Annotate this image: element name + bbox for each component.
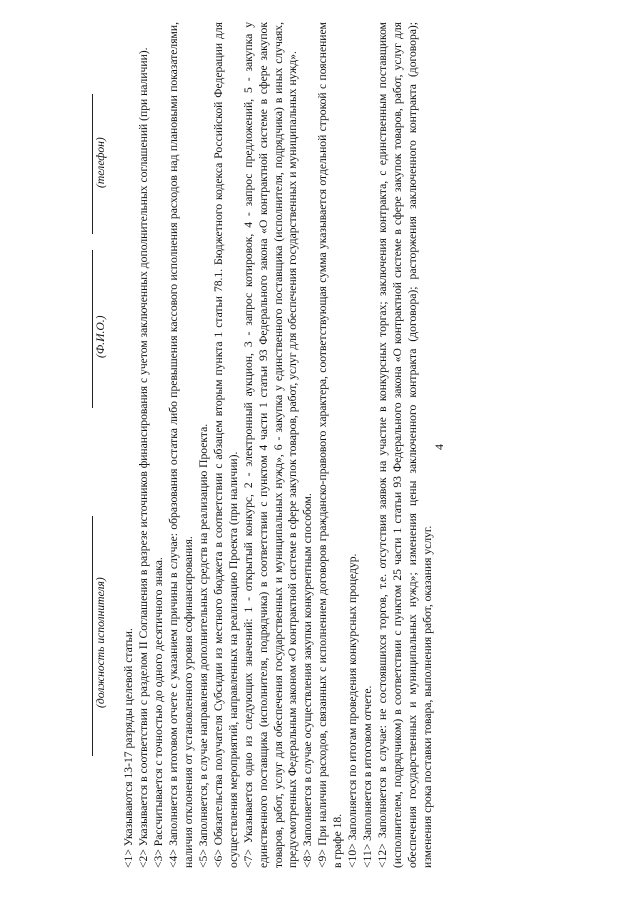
footnote-3: <3> Рассчитывается с точностью до одного десятичного знака. [151,557,165,868]
signature-line-phone [92,94,93,234]
footnote-9: <9> При наличии расходов, связанных с исполнением договоров гражданско-правового характера, соответствующая сумма указывается отдельной строкой с пояснением в графе 18. [316,22,345,868]
signature-line-name [92,250,93,408]
signature-line-position [92,516,93,756]
footnote-5: <5> Заполняется, в случае направления дополнительных средств на реализацию Проекта. [196,423,210,868]
page-number: 4 [432,444,446,450]
footnote-12: <12> Заполняется в случае: не состоявшихся торгов, т.е. отсутствия заявок на участие в конкурсных торгах; заключения контракта, с единственным поставщиком (исполнителем, подрядчиком) в соответствии с пунктом 25 части 1 статьи 93 Федерального закона «О контрактной системе в сфере закупок товаров, работ, услуг для обеспечения государственных и муниципальных нужд»; изменения цены заключенного контракта (договора); расторжения заключенного контракта (договора); изменения срока поставки товара, выполнения работ, оказания услуг. [376,22,435,868]
phone-caption: (телефон) [94,137,107,188]
footnote-1: <1> Указываются 13-17 разряды целевой статьи. [122,628,135,868]
footnote-10: <10> Заполняется по итогам проведения конкурсных процедур. [346,553,360,868]
footnotes-list [122,22,436,868]
footnote-7: <7> Указывается одно из следующих значений: 1 - открытый конкурс, 2 - электронный аукцион, 3 - запрос котировок, 4 - запрос предложений, 5 - закупка у единственного поставщика (исполнителя, подрядчика) в соответствии с пунктом 4 части 1 статьи 93 Федерального закона «О контрактной системе в сфере закупок товаров, работ, услуг для обеспечения государственных и муниципальных нужд», 6 - закупка у единственного поставщика (исполнителя, подрядчика) в иных случаях, предусмотренных Федеральным законом «О контрактной системе в сфере закупок товаров, работ, услуг для обеспечения государственных и муниципальных нужд». [241,22,300,868]
footnote-2: <2> Указывается в соответствии с разделом II Соглашения в разрезе источников финансирования с учетом заключенных дополнительных соглашений (при наличии). [136,47,150,868]
position-caption: (должность исполнителя) [94,577,107,708]
rotated-page-content [78,22,570,868]
name-caption: (Ф.И.О.) [94,315,107,358]
footnote-4: <4> Заполняется в итоговом отчете с указанием причины в случае: образования остатка либо превышения кассового исполнения расходов над плановыми показателями, наличия отклонения от установленного уровня софинансирования. [166,22,195,868]
footnote-8: <8> Заполняется в случае осуществления закупки конкурентным способом. [301,493,315,868]
signature-block [78,22,122,868]
footnote-11: <11> Заполняется в итоговом отчете. [361,685,375,868]
footnote-6: <6> Обязательства получателя Субсидии из местного бюджета в соответствии с абзацем вторым пункта 1 статьи 78.1. Бюджетного кодекса Российской Федерации для осуществления мероприятий, направленных на реализацию Проекта (при наличии). [211,22,240,868]
